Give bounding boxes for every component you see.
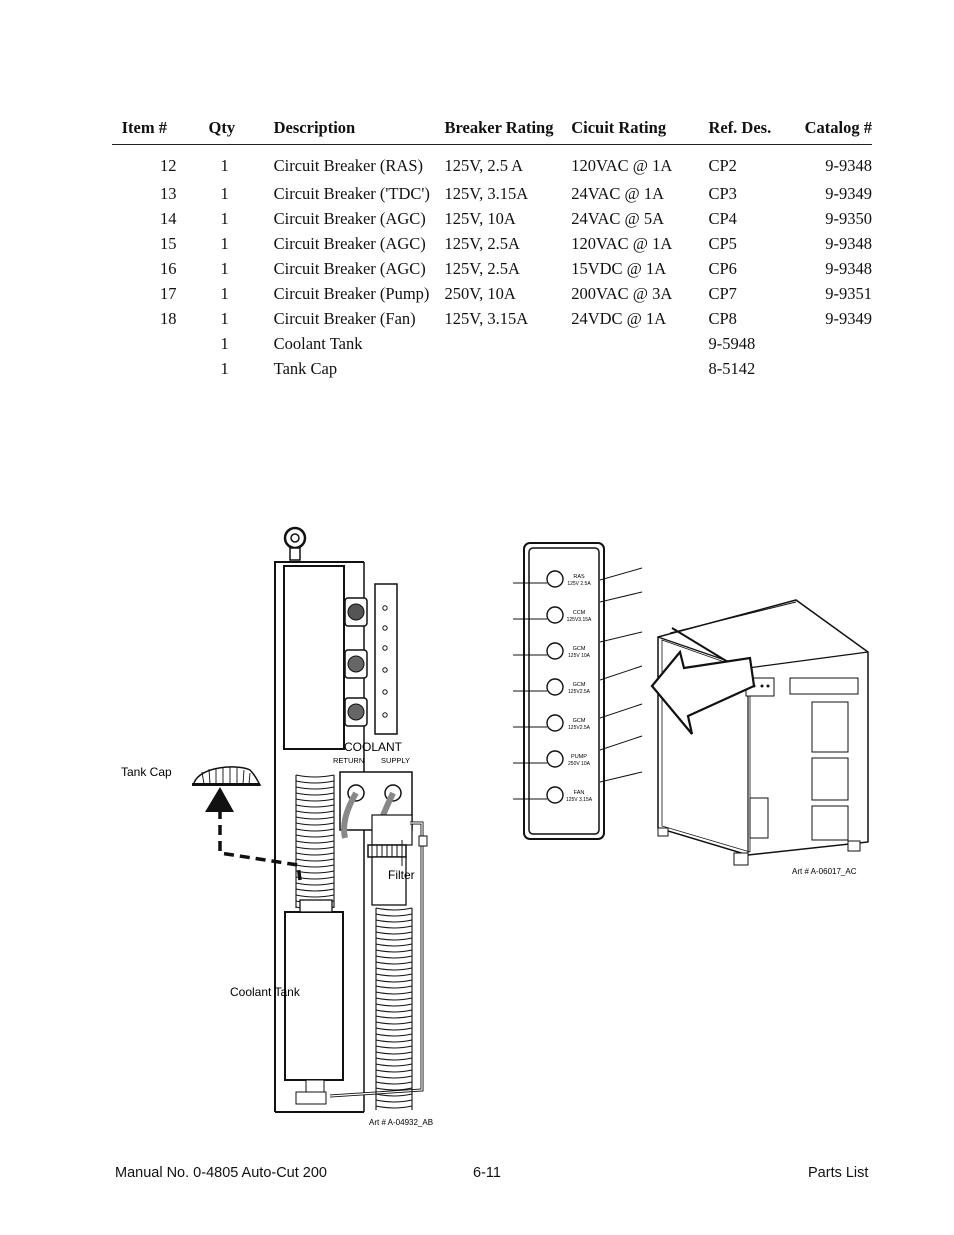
- cell-item: 16: [160, 258, 177, 278]
- header-item: Item #: [112, 118, 177, 145]
- breaker-rating: 125V 2.5A: [567, 581, 591, 587]
- cell-breaker-rating: [445, 356, 572, 381]
- breaker-rating: 125V2.5A: [568, 725, 590, 731]
- cell-item: 18: [160, 308, 177, 328]
- cell-description: Tank Cap: [273, 358, 338, 378]
- breaker-panel-figure: [505, 540, 615, 847]
- breaker-name: GCM: [572, 718, 586, 724]
- cell-qty: 1: [220, 308, 229, 328]
- breaker-knob-icon: [547, 607, 563, 623]
- cell-ref-des: 8-5142: [708, 358, 756, 378]
- cell-qty: 1: [220, 156, 229, 175]
- breaker-knob-icon: [547, 679, 563, 695]
- header-catalog: Catalog #: [793, 118, 872, 145]
- cell-ref-des: CP2: [708, 156, 737, 175]
- cell-item: [112, 356, 177, 381]
- cell-item: 14: [160, 208, 177, 228]
- cell-ref-des: CP4: [708, 208, 737, 228]
- parts-table-container: [112, 118, 872, 381]
- cell-breaker-rating: 125V, 2.5A: [444, 233, 520, 253]
- cell-ref-des: 9-5948: [708, 333, 756, 353]
- tank-cap-label: Tank Cap: [121, 765, 172, 779]
- breaker-knob-icon: [547, 643, 563, 659]
- cell-circuit-rating: 24VAC @ 1A: [571, 183, 665, 203]
- breaker-name: CCM: [572, 610, 586, 616]
- cell-item: 13: [160, 183, 177, 203]
- parts-table: [112, 118, 872, 381]
- cell-circuit-rating: 15VDC @ 1A: [571, 258, 667, 278]
- breaker-rating: 250V 10A: [568, 761, 590, 767]
- table-row: [112, 145, 872, 182]
- breaker-panel-drawing: [505, 540, 615, 842]
- cell-catalog: 9-9350: [825, 208, 872, 228]
- breaker-name: GCM: [572, 646, 586, 652]
- breaker-knob-icon: [547, 787, 563, 803]
- cell-catalog: 9-9348: [825, 156, 872, 175]
- supply-label: SUPPLY: [381, 756, 411, 765]
- cell-description: Circuit Breaker (RAS): [273, 156, 424, 175]
- left-art-number: Art # A-04932_AB: [369, 1118, 434, 1127]
- cell-circuit-rating: 120VAC @ 1A: [571, 233, 673, 253]
- cell-description: Circuit Breaker ('TDC'): [273, 183, 430, 203]
- cell-circuit-rating: 200VAC @ 3A: [571, 283, 673, 303]
- cell-breaker-rating: 125V, 3.15A: [444, 308, 529, 328]
- cell-description: Circuit Breaker (AGC): [273, 258, 426, 278]
- cell-ref-des: CP3: [708, 183, 737, 203]
- cell-item: 17: [160, 283, 177, 303]
- breaker-name: PUMP: [571, 754, 587, 760]
- cell-qty: 1: [220, 258, 229, 278]
- breaker-knob-icon: [547, 571, 563, 587]
- breaker-knob-icon: [547, 751, 563, 767]
- cell-catalog: 9-9348: [825, 258, 872, 278]
- table-row: [112, 231, 872, 256]
- coolant-system-figure: [110, 520, 450, 1135]
- breaker-rating: 125V 10A: [568, 653, 590, 659]
- cell-qty: 1: [220, 208, 229, 228]
- breaker-name: GCM: [572, 682, 586, 688]
- cell-qty: 1: [220, 333, 229, 353]
- cell-item: 15: [160, 233, 177, 253]
- cell-item: [112, 331, 177, 356]
- cell-circuit-rating: 120VAC @ 1A: [571, 156, 673, 175]
- cell-circuit-rating: 24VDC @ 1A: [571, 308, 667, 328]
- header-ref-des: Ref. Des.: [708, 118, 792, 145]
- cell-catalog: [793, 331, 872, 356]
- cell-catalog: 9-9348: [825, 233, 872, 253]
- cell-catalog: 9-9349: [825, 308, 872, 328]
- header-breaker-rating: Breaker Rating: [445, 118, 572, 145]
- footer-manual: Manual No. 0-4805 Auto-Cut 200: [115, 1165, 327, 1181]
- return-label: RETURN: [333, 756, 365, 765]
- cell-catalog: 9-9349: [825, 183, 872, 203]
- header-qty: Qty: [177, 118, 274, 145]
- cell-ref-des: CP6: [708, 258, 737, 278]
- cell-breaker-rating: 125V, 2.5A: [444, 258, 520, 278]
- cabinet-drawing: [600, 540, 880, 880]
- cell-qty: 1: [220, 233, 229, 253]
- table-body: [112, 145, 872, 382]
- cell-description: Coolant Tank: [273, 333, 363, 353]
- footer-section: Parts List: [808, 1165, 869, 1181]
- cell-breaker-rating: 125V, 2.5 A: [444, 156, 524, 175]
- cell-description: Circuit Breaker (AGC): [273, 208, 426, 228]
- cell-catalog: 9-9351: [825, 283, 872, 303]
- table-row: [112, 206, 872, 231]
- filter-label: Filter: [388, 868, 415, 882]
- breaker-rating: 125V 3.15A: [565, 797, 593, 803]
- cell-ref-des: CP5: [708, 233, 737, 253]
- footer-page-number: 6-11: [473, 1165, 501, 1181]
- cell-description: Circuit Breaker (AGC): [273, 233, 426, 253]
- corrugated-hose-right: [376, 908, 412, 1110]
- coolant-label: COOLANT: [344, 740, 403, 754]
- table-row: [112, 256, 872, 281]
- cell-circuit-rating: 24VAC @ 5A: [571, 208, 665, 228]
- cell-ref-des: CP7: [708, 283, 737, 303]
- cell-breaker-rating: 125V, 10A: [444, 208, 516, 228]
- cell-description: Circuit Breaker (Fan): [273, 308, 416, 328]
- table-row: [112, 306, 872, 331]
- breaker-name: RAS: [573, 574, 585, 580]
- cabinet-figure: [600, 540, 880, 885]
- breaker-rating: 125V3.15A: [566, 617, 592, 623]
- right-art-number: Art # A-06017_AC: [792, 867, 857, 876]
- coolant-tank-label: Coolant Tank: [230, 985, 300, 999]
- cell-item: 12: [160, 156, 177, 175]
- header-description: Description: [274, 118, 445, 145]
- table-row: [112, 331, 872, 356]
- table-row: [112, 281, 872, 306]
- cell-catalog: [793, 356, 872, 381]
- breaker-name: FAN: [573, 790, 585, 796]
- cell-breaker-rating: 250V, 10A: [444, 283, 516, 303]
- corrugated-hose-left: [296, 775, 334, 909]
- coolant-system-drawing: [110, 520, 450, 1130]
- cell-circuit-rating: [571, 331, 708, 356]
- breaker-rating: 125V2.5A: [568, 689, 590, 695]
- cell-qty: 1: [220, 183, 229, 203]
- cell-qty: 1: [220, 358, 229, 378]
- cell-breaker-rating: [445, 331, 572, 356]
- breaker-knob-icon: [547, 715, 563, 731]
- header-circuit-rating: Cicuit Rating: [571, 118, 708, 145]
- cell-ref-des: CP8: [708, 308, 737, 328]
- cell-breaker-rating: 125V, 3.15A: [444, 183, 529, 203]
- table-row: [112, 181, 872, 206]
- cell-circuit-rating: [571, 356, 708, 381]
- table-row: [112, 356, 872, 381]
- cell-qty: 1: [220, 283, 229, 303]
- cell-description: Circuit Breaker (Pump): [273, 283, 430, 303]
- table-header-row: [112, 118, 872, 145]
